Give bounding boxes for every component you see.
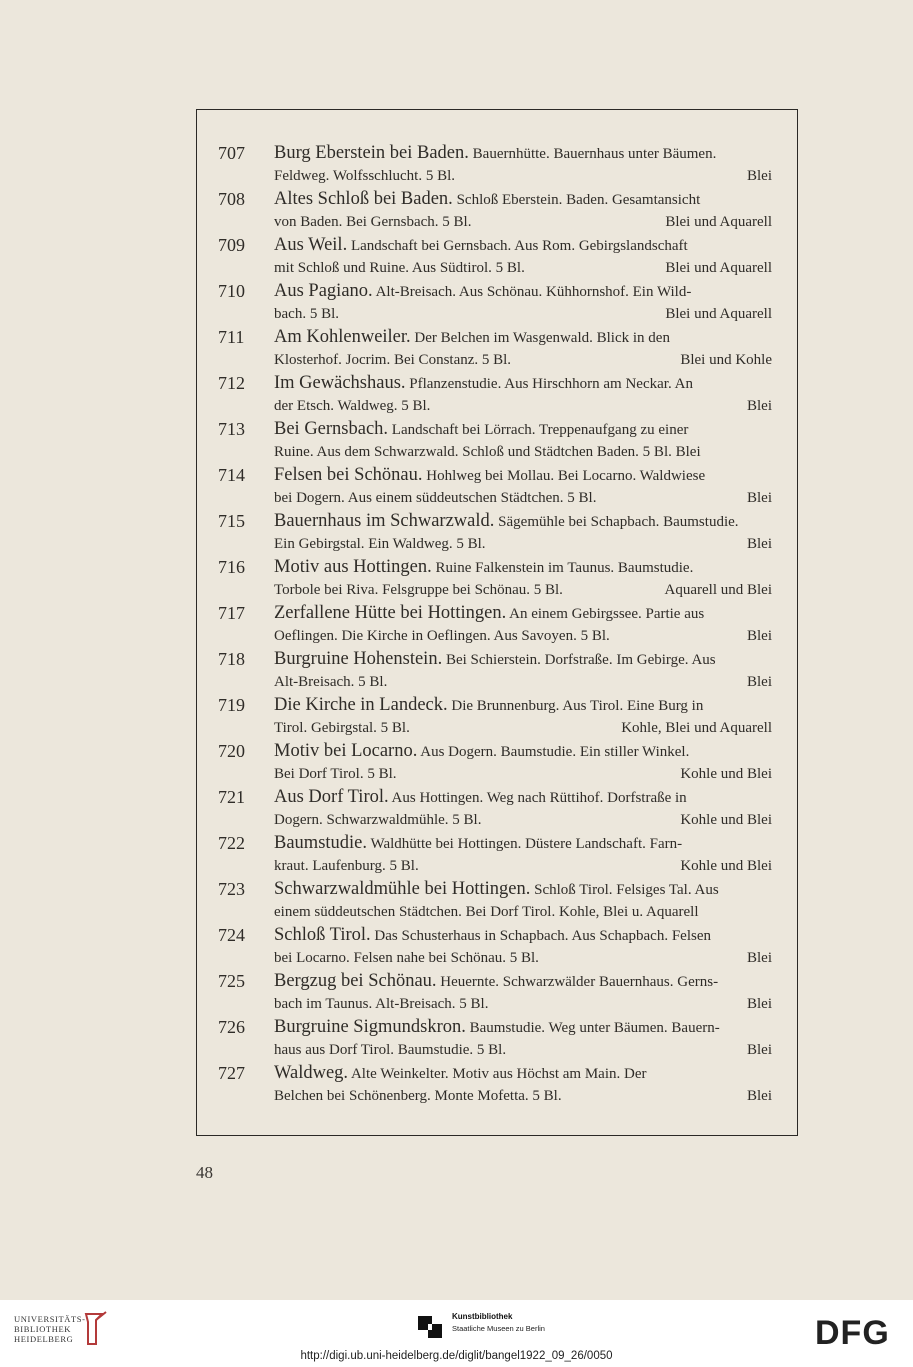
entry-line	[274, 211, 772, 234]
entry-description: Feldweg. Wolfsschlucht. 5 Bl.	[274, 168, 456, 184]
entry-line-text	[274, 487, 596, 510]
entry-line-text	[274, 901, 699, 924]
entry-line	[274, 372, 772, 395]
entry-medium: Blei	[747, 996, 772, 1012]
entry-line-text	[274, 234, 688, 257]
entry-line	[274, 878, 772, 901]
entry-body	[274, 1062, 772, 1108]
page-number: 48	[196, 1163, 213, 1182]
catalog-entry	[218, 970, 772, 1016]
dfg-logo: DFG	[815, 1314, 890, 1352]
catalog-entry	[218, 602, 772, 648]
entry-line-text	[274, 142, 716, 165]
entry-number: 708	[218, 189, 245, 209]
entry-body	[274, 740, 772, 786]
entry-line	[274, 349, 772, 372]
entry-medium: Blei und Aquarell	[665, 214, 772, 230]
entry-line	[274, 579, 772, 602]
ub-line-2: BIBLIOTHEK	[14, 1324, 71, 1334]
entry-description: Baumstudie. Weg unter Bäumen. Bauern-	[465, 1020, 720, 1036]
entry-line-text	[274, 326, 670, 349]
entry-description: An einem Gebirgssee. Partie aus	[506, 606, 705, 622]
entry-description: Schloß Eberstein. Baden. Gesamtansicht	[452, 192, 701, 208]
entry-title: Baumstudie.	[274, 833, 368, 853]
entry-title: Altes Schloß bei Baden.	[274, 189, 453, 209]
entry-title: Die Kirche in Landeck.	[274, 695, 448, 715]
entry-title: Burgruine Hohenstein.	[274, 649, 443, 669]
entry-line	[274, 165, 772, 188]
entry-line-text	[274, 648, 716, 671]
entry-description: Alt-Breisach. Aus Schönau. Kühhornshof. Ein Wild-	[372, 284, 692, 300]
entry-line-text	[274, 809, 481, 832]
catalog-entry	[218, 280, 772, 326]
kunstbibliothek-name: Kunstbibliothek	[452, 1312, 513, 1321]
entry-description: Waldhütte bei Hottingen. Düstere Landschaft. Farn-	[367, 836, 683, 852]
entry-body	[274, 464, 772, 510]
entry-number: 710	[218, 281, 245, 301]
entry-line-text	[274, 740, 689, 763]
entry-medium: Kohle und Blei	[680, 766, 772, 782]
entry-title: Waldweg.	[274, 1063, 349, 1083]
entry-number: 721	[218, 787, 245, 807]
entry-number: 716	[218, 557, 245, 577]
entry-line-text	[274, 947, 539, 970]
entry-body	[274, 878, 772, 924]
entry-line	[274, 786, 772, 809]
entry-line	[274, 717, 772, 740]
entry-description: Klosterhof. Jocrim. Bei Constanz. 5 Bl.	[274, 352, 512, 368]
entry-line	[274, 924, 772, 947]
entry-medium: Blei	[747, 674, 772, 690]
entry-line-text	[274, 855, 419, 878]
permalink-url[interactable]: http://digi.ub.uni-heidelberg.de/diglit/bangel1922_09_26/0050	[300, 1350, 613, 1362]
entry-description: Landschaft bei Gernsbach. Aus Rom. Gebirgslandschaft	[347, 238, 688, 254]
entry-medium: Kohle, Blei und Aquarell	[621, 720, 772, 736]
entry-description: Bei Dorf Tirol. 5 Bl.	[274, 766, 397, 782]
entry-body	[274, 832, 772, 878]
kunstbibliothek-subtitle: Staatliche Museen zu Berlin	[452, 1324, 545, 1333]
entry-medium: Blei und Aquarell	[665, 306, 772, 322]
entry-description: Ein Gebirgstal. Ein Waldweg. 5 Bl.	[274, 536, 486, 552]
entry-description: Hohlweg bei Mollau. Bei Locarno. Waldwiese	[422, 468, 706, 484]
catalog-entry	[218, 1062, 772, 1108]
entry-title: Bei Gernsbach.	[274, 419, 389, 439]
entry-description: Bauernhütte. Bauernhaus unter Bäumen.	[468, 146, 717, 162]
kunstbibliothek-logo-icon	[418, 1316, 444, 1338]
entry-line	[274, 1085, 772, 1108]
entry-title: Burg Eberstein bei Baden.	[274, 143, 469, 163]
entry-line	[274, 648, 772, 671]
entry-title: Schloß Tirol.	[274, 925, 371, 945]
entry-line	[274, 993, 772, 1016]
entry-medium: Kohle und Blei	[680, 858, 772, 874]
entry-description: der Etsch. Waldweg. 5 Bl.	[274, 398, 431, 414]
entry-description: Alt-Breisach. 5 Bl.	[274, 674, 388, 690]
entry-description: Aus Hottingen. Weg nach Rüttihof. Dorfstraße in	[388, 790, 687, 806]
entry-line-text	[274, 878, 719, 901]
entry-line-text	[274, 464, 705, 487]
entry-number: 720	[218, 741, 245, 761]
entry-body	[274, 280, 772, 326]
entry-body	[274, 924, 772, 970]
entry-description: bei Dogern. Aus einem süddeutschen Städtchen. 5 Bl.	[274, 490, 597, 506]
catalog-entry	[218, 234, 772, 280]
entry-line	[274, 901, 772, 924]
entry-title: Aus Pagiano.	[274, 281, 373, 301]
entry-line-text	[274, 602, 704, 625]
entry-number: 727	[218, 1063, 245, 1083]
entry-description: Dogern. Schwarzwaldmühle. 5 Bl.	[274, 812, 482, 828]
entry-line	[274, 855, 772, 878]
entry-number: 714	[218, 465, 245, 485]
entry-number: 713	[218, 419, 245, 439]
entry-medium: Blei und Aquarell	[665, 260, 772, 276]
entry-line	[274, 234, 772, 257]
catalog-entries	[218, 142, 772, 1108]
entry-title: Burgruine Sigmundskron.	[274, 1017, 466, 1037]
entry-title: Im Gewächshaus.	[274, 373, 406, 393]
entry-medium: Blei und Kohle	[680, 352, 772, 368]
entry-title: Am Kohlenweiler.	[274, 327, 411, 347]
entry-body	[274, 234, 772, 280]
entry-line	[274, 809, 772, 832]
ub-line-3: HEIDELBERG	[14, 1334, 74, 1344]
entry-description: Tirol. Gebirgstal. 5 Bl.	[274, 720, 410, 736]
entry-number: 723	[218, 879, 245, 899]
entry-body	[274, 602, 772, 648]
entry-body	[274, 142, 772, 188]
entry-line	[274, 694, 772, 717]
entry-line-text	[274, 1085, 562, 1108]
entry-medium: Kohle und Blei	[680, 812, 772, 828]
entry-medium: Blei	[747, 950, 772, 966]
catalog-entry	[218, 878, 772, 924]
entry-description: Schloß Tirol. Felsiges Tal. Aus	[530, 882, 719, 898]
entry-description: haus aus Dorf Tirol. Baumstudie. 5 Bl.	[274, 1042, 507, 1058]
entry-line-text	[274, 533, 486, 556]
entry-description: Alte Weinkelter. Motiv aus Höchst am Main. Der	[348, 1066, 647, 1082]
entry-number: 712	[218, 373, 245, 393]
entry-line	[274, 418, 772, 441]
entry-line	[274, 280, 772, 303]
entry-line	[274, 142, 772, 165]
entry-line	[274, 763, 772, 786]
entry-number: 718	[218, 649, 245, 669]
ub-line-1: UNIVERSITÄTS-	[14, 1314, 86, 1324]
entry-line	[274, 395, 772, 418]
entry-number: 709	[218, 235, 245, 255]
entry-body	[274, 418, 772, 464]
entry-title: Aus Dorf Tirol.	[274, 787, 389, 807]
entry-medium: Blei	[747, 168, 772, 184]
entry-body	[274, 326, 772, 372]
entry-line	[274, 510, 772, 533]
entry-description: Pflanzenstudie. Aus Hirschhorn am Neckar. An	[405, 376, 693, 392]
entry-body	[274, 648, 772, 694]
entry-line-text	[274, 441, 701, 464]
entry-line	[274, 602, 772, 625]
entry-number: 724	[218, 925, 245, 945]
catalog-entry	[218, 556, 772, 602]
entry-body	[274, 786, 772, 832]
entry-description: Torbole bei Riva. Felsgruppe bei Schönau. 5 Bl.	[274, 582, 563, 598]
entry-title: Felsen bei Schönau.	[274, 465, 423, 485]
entry-line	[274, 625, 772, 648]
entry-line-text	[274, 257, 525, 280]
entry-medium: Blei	[747, 628, 772, 644]
entry-line	[274, 441, 772, 464]
entry-description: Das Schusterhaus in Schapbach. Aus Schapbach. Felsen	[370, 928, 712, 944]
entry-line	[274, 1062, 772, 1085]
catalog-entry	[218, 648, 772, 694]
entry-body	[274, 694, 772, 740]
catalog-entry	[218, 510, 772, 556]
catalog-entry	[218, 924, 772, 970]
entry-line-text	[274, 556, 693, 579]
entry-description: mit Schloß und Ruine. Aus Südtirol. 5 Bl.	[274, 260, 525, 276]
entry-line-text	[274, 303, 339, 326]
entry-line-text	[274, 625, 610, 648]
entry-number: 725	[218, 971, 245, 991]
entry-description: Oeflingen. Die Kirche in Oeflingen. Aus Savoyen. 5 Bl.	[274, 628, 610, 644]
entry-line-text	[274, 694, 703, 717]
entry-medium: Blei	[747, 398, 772, 414]
entry-medium: Blei	[747, 536, 772, 552]
entry-line	[274, 257, 772, 280]
entry-line-text	[274, 786, 687, 809]
entry-line	[274, 1016, 772, 1039]
entry-number: 722	[218, 833, 245, 853]
entry-description: bach im Taunus. Alt-Breisach. 5 Bl.	[274, 996, 489, 1012]
catalog-entry	[218, 694, 772, 740]
catalog-entry	[218, 832, 772, 878]
entry-line	[274, 740, 772, 763]
catalog-entry	[218, 740, 772, 786]
entry-line-text	[274, 763, 397, 786]
entry-line	[274, 326, 772, 349]
entry-line-text	[274, 924, 711, 947]
entry-line-text	[274, 188, 700, 211]
catalog-entry	[218, 786, 772, 832]
entry-line-text	[274, 372, 693, 395]
entry-medium: Aquarell und Blei	[664, 582, 772, 598]
entry-line	[274, 464, 772, 487]
catalog-entry	[218, 418, 772, 464]
entry-line-text	[274, 579, 563, 602]
entry-title: Zerfallene Hütte bei Hottingen.	[274, 603, 507, 623]
entry-line-text	[274, 832, 682, 855]
entry-line	[274, 487, 772, 510]
entry-description: Landschaft bei Lörrach. Treppenaufgang zu einer	[388, 422, 689, 438]
entry-body	[274, 556, 772, 602]
catalog-entry	[218, 372, 772, 418]
entry-title: Bauernhaus im Schwarzwald.	[274, 511, 495, 531]
entry-line-text	[274, 349, 511, 372]
catalog-entry	[218, 188, 772, 234]
entry-line	[274, 188, 772, 211]
entry-title: Motiv aus Hottingen.	[274, 557, 432, 577]
entry-description: Die Brunnenburg. Aus Tirol. Eine Burg in	[447, 698, 704, 714]
entry-line-text	[274, 418, 688, 441]
entry-line-text	[274, 671, 387, 694]
entry-line-text	[274, 717, 410, 740]
entry-description: Ruine Falkenstein im Taunus. Baumstudie.	[431, 560, 694, 576]
entry-title: Bergzug bei Schönau.	[274, 971, 437, 991]
entry-medium: Blei	[747, 1042, 772, 1058]
entry-line-text	[274, 395, 430, 418]
entry-description: Aus Dogern. Baumstudie. Ein stiller Winkel.	[417, 744, 690, 760]
entry-line-text	[274, 510, 739, 533]
entry-title: Motiv bei Locarno.	[274, 741, 418, 761]
entry-line-text	[274, 970, 718, 993]
entry-description: Der Belchen im Wasgenwald. Blick in den	[410, 330, 670, 346]
entry-number: 707	[218, 143, 245, 163]
entry-description: Heuernte. Schwarzwälder Bauernhaus. Gerns-	[436, 974, 719, 990]
entry-number: 726	[218, 1017, 245, 1037]
entry-line-text	[274, 993, 488, 1016]
entry-line-text	[274, 211, 471, 234]
entry-line	[274, 947, 772, 970]
entry-description: Bei Schierstein. Dorfstraße. Im Gebirge. Aus	[442, 652, 716, 668]
entry-description: von Baden. Bei Gernsbach. 5 Bl.	[274, 214, 472, 230]
viewer-footer	[0, 1300, 913, 1367]
entry-number: 711	[218, 327, 245, 347]
entry-line-text	[274, 1039, 506, 1062]
entry-title: Schwarzwaldmühle bei Hottingen.	[274, 879, 531, 899]
entry-line	[274, 556, 772, 579]
entry-body	[274, 970, 772, 1016]
entry-body	[274, 372, 772, 418]
entry-medium: Blei	[747, 490, 772, 506]
entry-description: bei Locarno. Felsen nahe bei Schönau. 5 Bl.	[274, 950, 539, 966]
entry-line-text	[274, 1062, 647, 1085]
catalog-entry	[218, 464, 772, 510]
entry-description: kraut. Laufenburg. 5 Bl.	[274, 858, 419, 874]
entry-title: Aus Weil.	[274, 235, 348, 255]
entry-line	[274, 1039, 772, 1062]
entry-description: Sägemühle bei Schapbach. Baumstudie.	[494, 514, 739, 530]
entry-number: 715	[218, 511, 245, 531]
entry-medium: Blei	[747, 1088, 772, 1104]
entry-description: Belchen bei Schönenberg. Monte Mofetta. 5 Bl.	[274, 1088, 562, 1104]
entry-line	[274, 970, 772, 993]
entry-description: Ruine. Aus dem Schwarzwald. Schloß und Städtchen Baden. 5 Bl. Blei	[274, 444, 701, 460]
catalog-entry	[218, 1016, 772, 1062]
entry-line-text	[274, 1016, 720, 1039]
entry-description: einem süddeutschen Städtchen. Bei Dorf Tirol. Kohle, Blei u. Aquarell	[274, 904, 699, 920]
entry-number: 719	[218, 695, 245, 715]
entry-description: bach. 5 Bl.	[274, 306, 339, 322]
entry-line	[274, 832, 772, 855]
entry-body	[274, 510, 772, 556]
entry-line	[274, 303, 772, 326]
ub-heidelberg-logo-icon	[80, 1310, 110, 1348]
ub-heidelberg-label	[14, 1314, 86, 1344]
entry-body	[274, 188, 772, 234]
entry-line-text	[274, 165, 455, 188]
entry-line	[274, 533, 772, 556]
entry-line	[274, 671, 772, 694]
entry-body	[274, 1016, 772, 1062]
entry-number: 717	[218, 603, 245, 623]
entry-line-text	[274, 280, 691, 303]
catalog-entry	[218, 326, 772, 372]
catalog-entry	[218, 142, 772, 188]
